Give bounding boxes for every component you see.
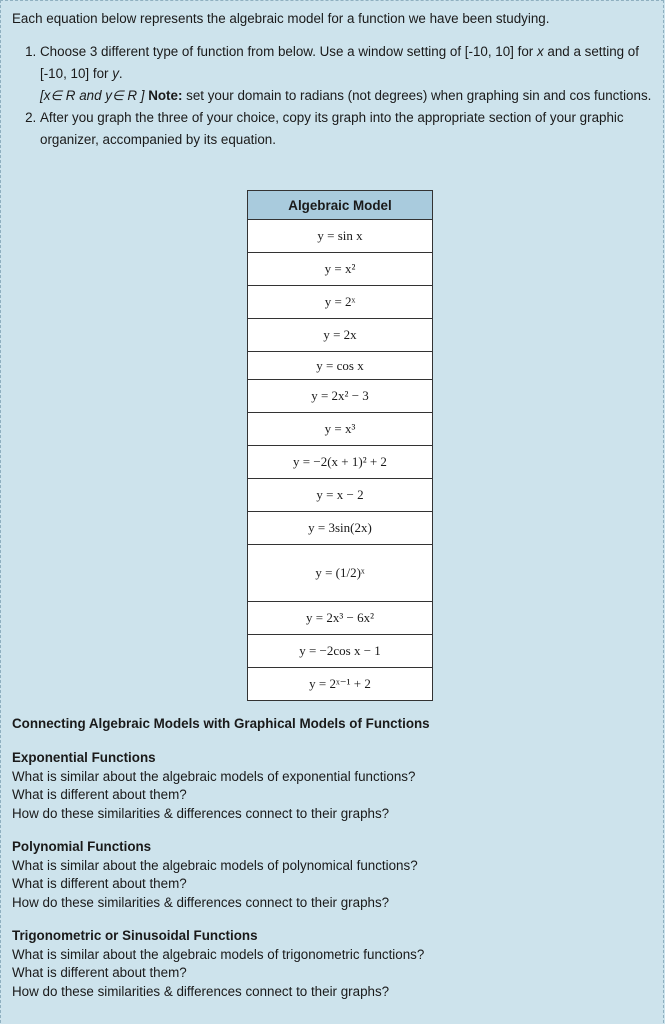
table-row: [248, 446, 433, 479]
exponential-question-1: What is similar about the algebraic models of exponential functions?: [12, 768, 416, 784]
connecting-title: Connecting Algebraic Models with Graphical Models of Functions: [12, 716, 430, 731]
domain-note: [x∈ R and y∈ R ]: [40, 88, 145, 103]
polynomial-question-3: How do these similarities & differences connect to their graphs?: [12, 894, 390, 910]
trig-question-3: How do these similarities & differences connect to their graphs?: [12, 983, 390, 999]
exponential-heading: Exponential Functions: [12, 750, 156, 765]
equation-cos: y = cos x: [316, 357, 364, 373]
step1-text: Choose 3 different type of function from below. Use a window setting of [-10, 10] for: [40, 44, 537, 59]
table-row: [248, 220, 433, 253]
equation-2-pow-x-minus-1: y = 2ˣ⁻¹ + 2: [309, 676, 371, 691]
algebraic-model-table: [247, 190, 433, 701]
table-row: [248, 668, 433, 701]
equation-cubic: y = 2x³ − 6x²: [306, 610, 374, 625]
step1-y: y: [112, 66, 119, 81]
exponential-section: [12, 749, 415, 823]
trig-question-1: What is similar about the algebraic models of trigonometric functions?: [12, 946, 425, 962]
step1-mid: and a setting of [-10, 10] for: [40, 44, 639, 81]
exponential-question-3: How do these similarities & differences connect to their graphs?: [12, 805, 390, 821]
polynomial-question-1: What is similar about the algebraic models of polynomical functions?: [12, 857, 418, 873]
table-row: [248, 253, 433, 286]
table-row: [248, 602, 433, 635]
trig-heading: Trigonometric or Sinusoidal Functions: [12, 928, 258, 943]
table-row: [248, 635, 433, 668]
equation-sin: y = sin x: [317, 228, 363, 243]
trig-section: [12, 927, 424, 1001]
equation-x-cubed: y = x³: [324, 421, 356, 436]
exponential-question-2: What is different about them?: [12, 787, 187, 803]
intro-text: Each equation below represents the algebraic model for a function we have been studying.: [12, 11, 550, 26]
step1-end: .: [118, 66, 123, 81]
table-header: Algebraic Model: [248, 191, 433, 220]
table-row: [248, 319, 433, 352]
step1-x: x: [536, 44, 544, 59]
note-line: [40, 85, 665, 107]
table-row: [248, 512, 433, 545]
equation-2x2-minus-3: y = 2x² − 3: [311, 388, 369, 403]
instruction-list: [16, 41, 665, 151]
equation-x-squared: y = x²: [324, 261, 356, 276]
polynomial-section: [12, 838, 418, 912]
note-text: set your domain to radians (not degrees) when graphing sin and cos functions.: [182, 88, 652, 103]
instruction-step-1: [40, 41, 665, 107]
table-row: [248, 286, 433, 319]
equation-2x: y = 2x: [323, 327, 357, 342]
equation-neg2cos: y = −2cos x − 1: [299, 643, 381, 658]
equation-3sin2x: y = 3sin(2x): [308, 520, 372, 535]
equation-half-pow-x: y = (1/2)ˣ: [315, 565, 365, 580]
table-row: [248, 413, 433, 446]
note-label: Note:: [148, 88, 183, 103]
connecting-section: [12, 715, 430, 734]
polynomial-question-2: What is different about them?: [12, 876, 187, 892]
equation-quadratic-shift: y = −2(x + 1)² + 2: [293, 454, 387, 469]
table-row: [248, 545, 433, 602]
table-row: [248, 380, 433, 413]
instruction-step-2: 2. After you graph the three of your choice, copy its graph into the appropriate section of your graphic organizer, accompanied by its equation.: [40, 107, 665, 151]
table-row: [248, 352, 433, 380]
equation-2-pow-x: y = 2ˣ: [324, 294, 356, 309]
trig-question-2: What is different about them?: [12, 965, 187, 981]
table-row: [248, 479, 433, 512]
polynomial-heading: Polynomial Functions: [12, 839, 152, 854]
equation-x-minus-2: y = x − 2: [316, 487, 364, 502]
